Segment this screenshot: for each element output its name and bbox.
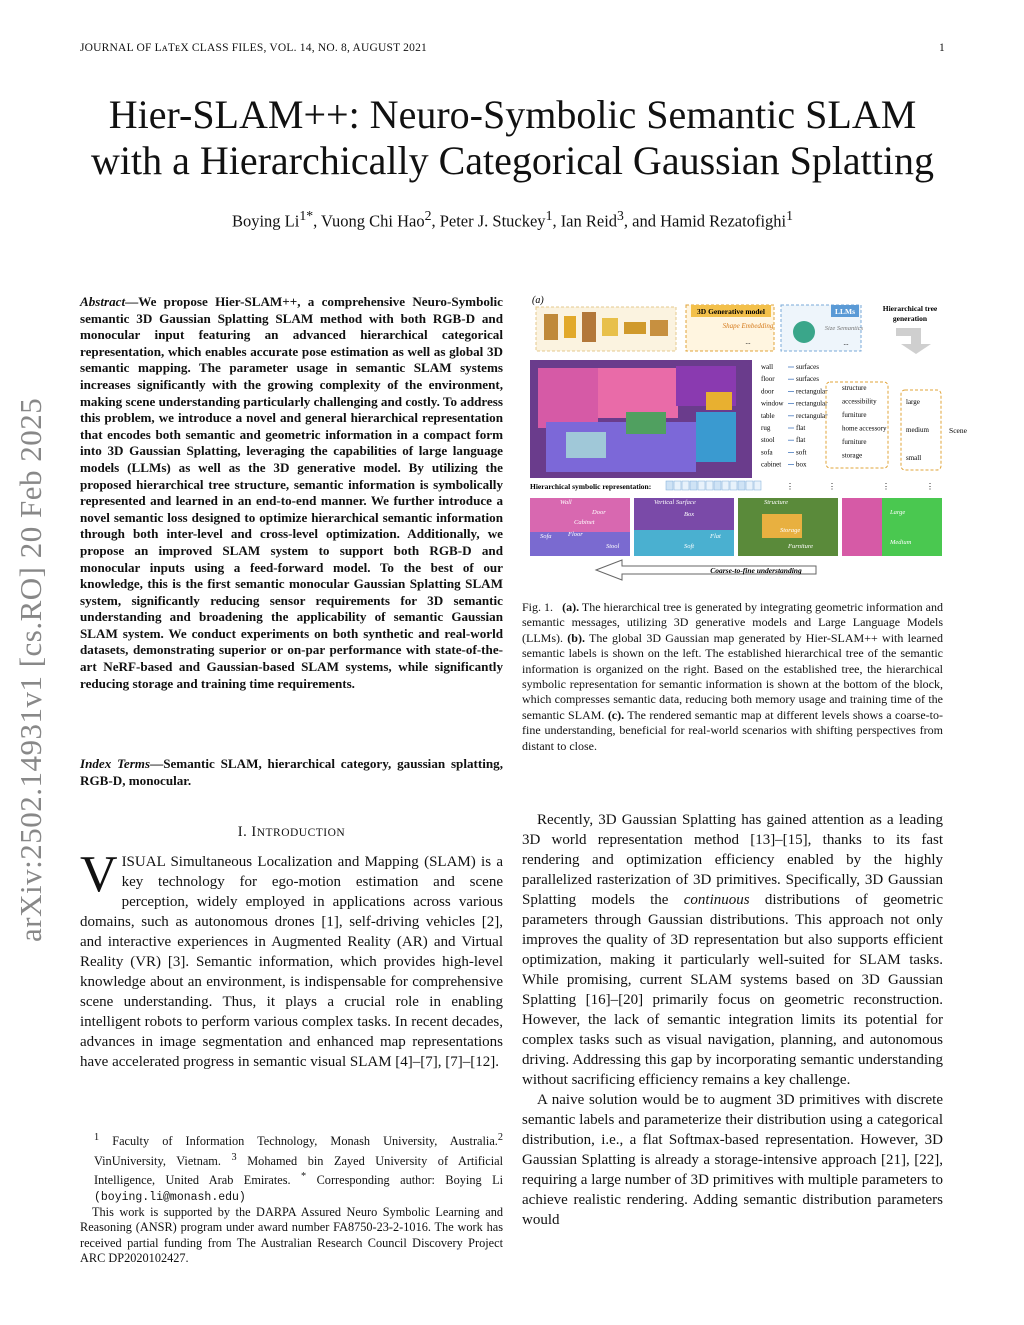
tree-object-table: table	[761, 411, 775, 420]
tree-object-rug: rug	[761, 424, 771, 432]
coarse-to-fine-label: Coarse-to-fine understanding	[710, 566, 802, 575]
caption-a-text: The hierarchical tree is generated by integrating geometric information and semantic messages, utilizing 3D generative models and Large Language Models (LLMs).	[522, 600, 943, 645]
symbolic-ellipsis-2: ⋮	[828, 482, 836, 491]
footnote-email: (boying.li@monash.edu)	[94, 1190, 246, 1204]
shape-chair	[564, 316, 576, 338]
figure-1	[526, 292, 971, 582]
tree-level-shapes	[796, 363, 828, 469]
symbolic-representation-label: Hierarchical symbolic representation:	[530, 482, 652, 491]
tree-size-large: large	[906, 398, 920, 406]
index-terms	[80, 756, 503, 789]
footnote-affil-1: Faculty of Information Technology, Monash University, Australia.	[112, 1134, 498, 1149]
chatgpt-icon	[793, 321, 815, 343]
index-terms-label: Index Terms	[80, 756, 151, 771]
tree-object-sofa: sofa	[761, 448, 773, 457]
shape-embedding-label: Shape Embedding	[722, 322, 774, 330]
footnote: $^1$ Faculty of Information Technology, Monash University, Australia.$^2$ VinUniversity, Vietnam. $^3$ Mohamed bin Zayed University of Artificial Intelligence, United Arab Emirates. * Corresponding author: Boying Li (boying.li@monash.edu) This work is supported by the DARPA Assured Neuro Symbolic Learning and Reasoning (ANSR) program under award number FA8750-23-2-1016. The work has received partial funding from The Australian Research Council Discovery Project ARC DP2020102427.	[80, 1132, 504, 1266]
author-1: Boying Li	[231, 211, 300, 231]
author-5-affil: 1	[786, 208, 794, 223]
down-arrow-icon	[896, 328, 931, 354]
footnote-corresponding: Corresponding author: Boying Li	[316, 1173, 503, 1188]
render-label-stool: Stool	[606, 543, 620, 550]
generative-model-label: 3D Generative model	[697, 307, 765, 316]
symbolic-cell	[746, 481, 753, 490]
caption-b-text: The global 3D Gaussian map generated by Hier-SLAM++ with learned semantic labels is shown on the left. The established hierarchical tree of the semantic information is organized on the right. Based on the established tree, the hierarchical symbolic representation for semantic information is shown at the bottom of the block, which compresses semantic data, reducing both memory usage and training time of the semantic SLAM.	[522, 630, 943, 722]
drop-cap: V	[80, 846, 118, 903]
symbolic-cells	[666, 481, 761, 490]
section-number: I.	[237, 824, 252, 840]
author-3: , Peter J. Stuckey	[431, 211, 546, 231]
section-heading	[80, 824, 503, 841]
tree-object-floor: floor	[761, 375, 775, 384]
symbolic-cell	[690, 481, 697, 490]
caption-label: Fig. 1.	[522, 600, 554, 614]
map-sofa-region	[566, 432, 606, 458]
symbolic-cell	[666, 481, 673, 490]
gen-ellipsis: ...	[745, 338, 751, 346]
shape-table	[624, 322, 646, 334]
tree-shape-6: flat	[796, 436, 806, 445]
symbolic-cell	[706, 481, 713, 490]
tree-shape-5: flat	[796, 424, 806, 432]
render-label-furniture: Furniture	[788, 543, 814, 550]
shape-door	[582, 312, 596, 342]
render-label-1: Box	[684, 511, 695, 518]
map-table-region	[626, 412, 666, 434]
intro-first-word: ISUAL	[121, 854, 166, 870]
abstract	[80, 294, 503, 692]
symbolic-cell	[674, 481, 681, 490]
arxiv-identifier: arXiv:2502.14931v1 [cs.RO] 20 Feb 2025	[13, 397, 48, 942]
render-label-large: Large	[890, 509, 906, 516]
render-level-4-large	[842, 498, 882, 556]
author-list	[60, 208, 965, 232]
llm-label: LLMs	[834, 307, 856, 316]
tree-shape-7: soft	[796, 448, 807, 457]
tree-object-stool: stool	[761, 436, 775, 445]
map-window-region	[706, 392, 732, 410]
caption-b-label: (b).	[567, 630, 585, 645]
abstract-label: Abstract	[80, 294, 126, 309]
symbolic-ellipsis-3: ⋮	[882, 482, 890, 491]
tree-shape-1: surfaces	[796, 375, 819, 384]
section-title-first: I	[251, 824, 257, 840]
index-terms-text: —Semantic SLAM, hierarchical category, gaussian splatting, RGB-D, monocular.	[80, 756, 503, 788]
paper-title	[60, 92, 965, 184]
tree-object-window: window	[761, 399, 784, 408]
caption-c-label: (c).	[607, 707, 625, 722]
tree-shape-2: rectangular	[796, 387, 828, 396]
symbolic-cell	[682, 481, 689, 490]
render-label-medium: Medium	[890, 539, 912, 546]
panel-a-label: (a)	[532, 295, 544, 306]
shape-cabinet	[650, 320, 668, 336]
tree-level-sizes	[906, 398, 929, 462]
tree-category-0: structure	[842, 384, 867, 392]
author-5: , and Hamid Rezatofighi	[623, 211, 787, 231]
tree-gen-label-2: generation	[892, 314, 928, 323]
render-label-door: Door	[592, 509, 606, 516]
paragraph-1-part-a: Recently, 3D Gaussian Splatting has gained attention as a leading 3D world representation method [13]–[15], thanks to its fast rendering and optimization efficiency enabled by the highly parallelized rasterization of 3D primitives. Specifically, 3D Gaussian Splatting models the	[522, 812, 943, 908]
abstract-text: —We propose Hier-SLAM++, a comprehensive Neuro-Symbolic semantic 3D Gaussian Splatting SLAM method with both RGB-D and monocular input featuring an advanced hierarchical categorical representation, which enables accurate pose estimation as well as global 3D semantic mapping. The parameter usage in semantic SLAM systems increases significantly with the growing complexity of the environment, making scene understanding particularly challenging and costly. To address this problem, we introduce a novel and general hierarchical representation that encodes both semantic and geometric information in a compact form into 3D Gaussian Splatting, leveraging the capabilities of large language models (LLMs) as well as the 3D generative model. By utilizing the proposed hierarchical tree structure, semantic information is symbolically represented and learned in an end-to-end manner. We further introduce a novel semantic loss designed to optimize hierarchical semantic information through both inter-level and cross-level optimization. Additionally, we propose an improved SLAM system to support both RGB-D and monocular inputs using a feed-forward model. To the best of our knowledge, this is the first semantic monocular Gaussian Splatting SLAM system, significantly reducing sensor requirements for 3D semantic understanding and broadening the applicability of semantic Gaussian SLAM system. We conduct experiments on both synthetic and real-world datasets, demonstrating superior or on-par performance with state-of-the-art NeRF-based and Gaussian-based SLAM systems, while significantly reducing storage and training time requirements.	[80, 294, 503, 691]
symbolic-cell	[754, 481, 761, 490]
author-2-affil: 2	[424, 208, 432, 223]
symbolic-ellipsis-1: ⋮	[786, 482, 794, 491]
symbolic-cell	[698, 481, 705, 490]
figure-1-graphic	[526, 292, 971, 582]
render-label-cabinet: Cabinet	[574, 519, 595, 526]
render-label-wall: Wall	[560, 499, 572, 506]
render-label-sofa: Sofa	[540, 533, 552, 540]
tree-category-1: accessibility	[842, 397, 877, 406]
tree-object-wall: wall	[761, 363, 774, 371]
symbolic-cell	[730, 481, 737, 490]
footnote-affil-2: VinUniversity, Vietnam.	[94, 1153, 232, 1168]
shape-window	[602, 318, 618, 336]
right-column-text	[522, 810, 943, 1230]
title-line-2: with a Hierarchically Categorical Gaussian Splatting	[90, 138, 935, 183]
shape-wardrobe	[544, 314, 558, 340]
symbolic-cell	[738, 481, 745, 490]
page-number: 1	[939, 42, 945, 54]
tree-category-4: furniture	[842, 438, 867, 446]
author-1-affil: 1*	[299, 208, 314, 223]
tree-level-objects	[761, 363, 794, 469]
tree-category-2: furniture	[842, 411, 867, 419]
map-wall-region-2	[598, 368, 678, 418]
section-title-rest: NTRODUCTION	[256, 827, 346, 839]
tree-shape-0: surfaces	[796, 363, 819, 371]
paragraph-naive-solution: A naive solution would be to augment 3D primitives with discrete semantic labels and parameterize their distribution using a categorical distribution, i.e., a flat Softmax-based representation. However, 3D Gaussian Splatting is already a storage-intensive approach [21], [22], requiring a large number of 3D primitives with multiple parameters to achieve realistic rendering. Adding semantic distribution parameters would	[522, 1092, 943, 1228]
llm-ellipsis: ...	[843, 339, 849, 347]
caption-c-text: The rendered semantic map at different levels shows a coarse-to-fine understanding, beneficial for real-world scenarios with shifting perspectives from distant to close.	[522, 707, 943, 753]
render-label-0: Vertical Surface	[654, 499, 696, 506]
tree-object-door: door	[761, 387, 774, 396]
intro-text: Simultaneous Localization and Mapping (SLAM) is a key technology for ego-motion estimation and scene perception, widely employed in applications across various domains, such as autonomous drones [1], self-driving vehicles [2], and interactive experiences in Augmented Reality (AR) and Virtual Reality (VR) [3]. Semantic information, which provides high-level knowledge about an environment, is indispensable for comprehensive scene understanding. Thus, it plays a crucial role in enabling intelligent robots to perform various complex tasks. In recent decades, advances in image segmentation and enhanced map representations have accelerated progress in semantic visual SLAM [4]–[7], [7]–[12].	[80, 854, 503, 1070]
render-label-storage: Storage	[780, 527, 801, 534]
map-cabinet-region	[696, 412, 736, 462]
footnote-funding: This work is supported by the DARPA Assured Neuro Symbolic Learning and Reasoning (ANSR) program under award number FA8750-23-2-1016. The work has received partial funding from The Australian Research Council Discovery Project ARC DP2020102427.	[80, 1204, 503, 1266]
render-level-3-storage	[762, 514, 802, 538]
render-label-3: Soft	[684, 543, 695, 550]
figure-caption	[522, 600, 943, 754]
paragraph-gaussian-splatting	[522, 810, 943, 1090]
render-label-floor: Floor	[568, 531, 583, 538]
caption-a-label: (a).	[562, 600, 580, 614]
author-4: , Ian Reid	[552, 211, 618, 231]
render-label-2: Flat	[710, 533, 721, 540]
tree-category-3: home accessory	[842, 424, 887, 433]
running-header	[80, 42, 945, 54]
paragraph-1-emphasis: continuous	[683, 892, 750, 908]
author-2: , Vuong Chi Hao	[313, 211, 425, 231]
tree-size-medium: medium	[906, 426, 929, 434]
author-4-affil: 3	[617, 208, 624, 223]
tree-shape-3: rectangular	[796, 399, 828, 408]
symbolic-cell	[714, 481, 721, 490]
tree-category-5: storage	[842, 451, 863, 460]
tree-size-small: small	[906, 454, 922, 462]
introduction-paragraph	[80, 846, 503, 1072]
footnote-affil-3: Mohamed bin Zayed University of Artificial Intelligence, United Arab Emirates.	[94, 1153, 504, 1188]
tree-object-cabinet: cabinet	[761, 460, 782, 469]
paragraph-1-part-b: distributions of geometric parameters through Gaussian distributions. This approach not only improves the quality of 3D representation but also supports efficient optimization, making it particularly well-suited for SLAM tasks. While promising, current SLAM systems based on 3D Gaussian Splatting [16]–[20] primarily focus on geometric reconstruction. However, the lack of semantic integration limits its potential for complex tasks such as visual navigation, planning, and autonomous driving. Addressing this gap by incorporating semantic understanding without sacrificing efficiency remains a key challenge.	[522, 892, 943, 1088]
tree-root: Scene	[949, 426, 967, 435]
journal-name: JOURNAL OF LᴀTᴇX CLASS FILES, VOL. 14, NO. 8, AUGUST 2021	[80, 42, 427, 54]
author-3-affil: 1	[545, 208, 553, 223]
symbolic-cell	[722, 481, 729, 490]
tree-gen-label-1: Hierarchical tree	[882, 304, 938, 313]
tree-level-categories	[842, 384, 887, 460]
symbolic-ellipsis-4: ⋮	[926, 482, 934, 491]
size-semantics-label: Size Semantics	[824, 325, 864, 332]
tree-shape-8: box	[796, 460, 807, 469]
render-label-structure: Structure	[764, 499, 788, 506]
map-wall-region	[538, 368, 598, 428]
tree-shape-4: rectangular	[796, 411, 828, 420]
title-line-1: Hier-SLAM++: Neuro-Symbolic Semantic SLAM	[108, 92, 917, 137]
